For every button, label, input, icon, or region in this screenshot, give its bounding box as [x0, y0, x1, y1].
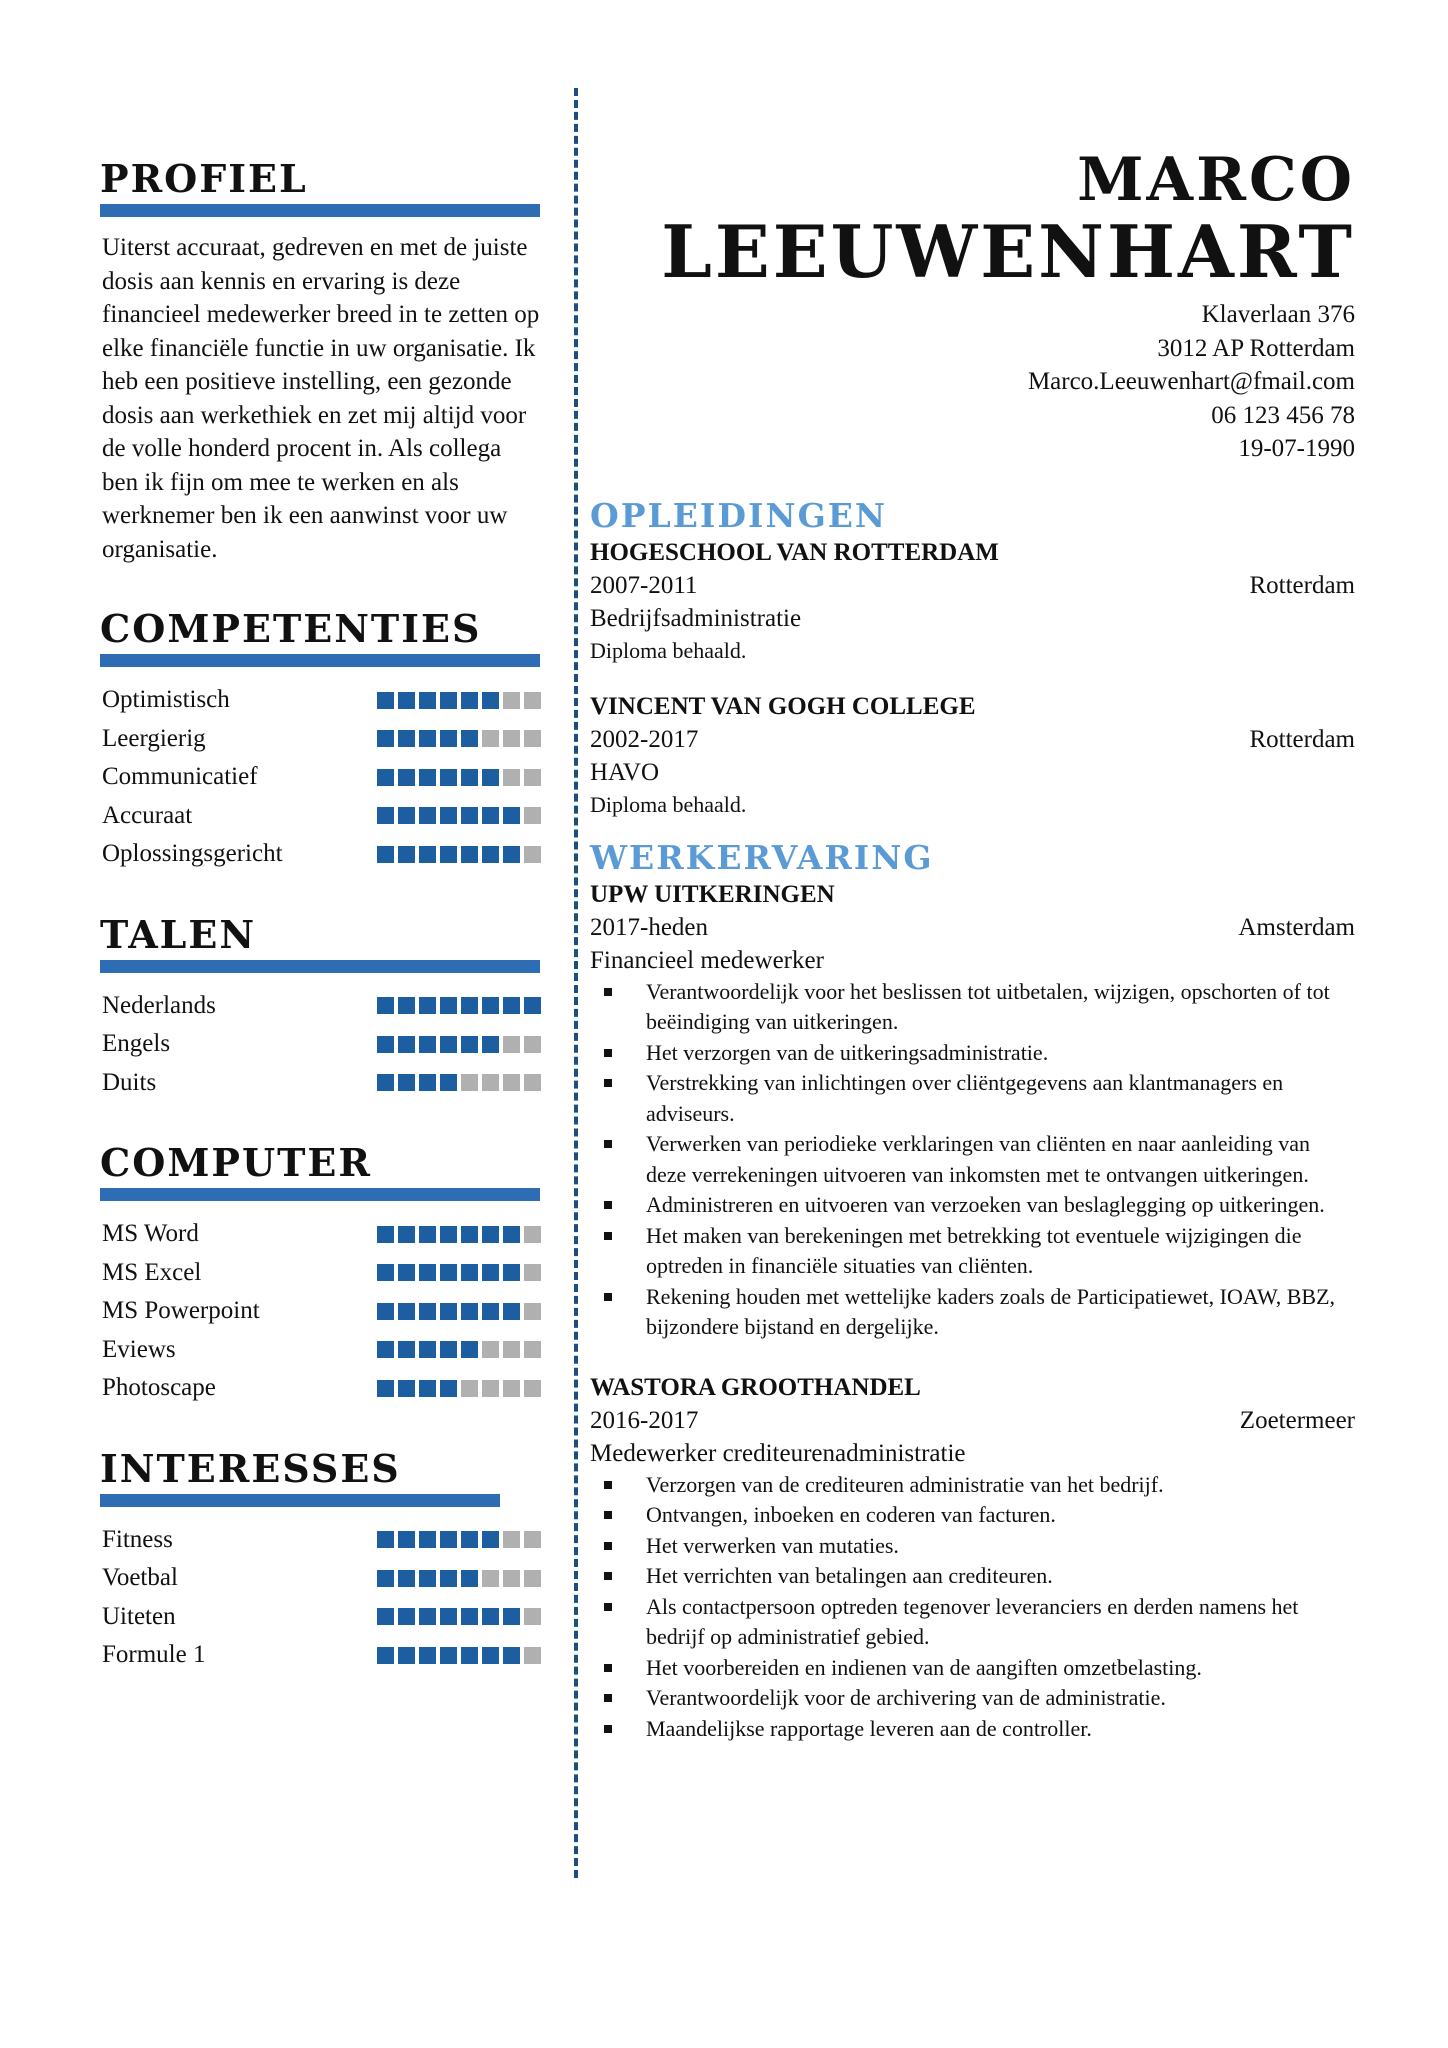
rating-squares: [377, 730, 541, 747]
rating-label: Communicatief: [102, 763, 258, 791]
employer-name: UPW UITKERINGEN: [590, 880, 835, 908]
rating-square-filled: [419, 1036, 436, 1053]
rating-square-filled: [461, 1303, 478, 1320]
rating-square-empty: [482, 1074, 499, 1091]
rating-square-empty: [482, 1380, 499, 1397]
rating-label: Accuraat: [102, 801, 193, 829]
rating-square-filled: [398, 1531, 415, 1548]
task-item: Het verzorgen van de uitkeringsadministratie.: [590, 1038, 1355, 1069]
section-accent-bar: [100, 1188, 540, 1201]
rating-squares: [377, 1264, 541, 1281]
phone: 06 123 456 78: [1211, 401, 1355, 429]
rating-square-filled: [440, 1531, 457, 1548]
rating-square-filled: [419, 1303, 436, 1320]
rating-square-empty: [461, 1380, 478, 1397]
rating-row: [100, 1636, 540, 1675]
rating-squares: [377, 1036, 541, 1053]
task-item: Verantwoordelijk voor het beslissen tot uitbetalen, wijzigen, opschorten of tot beëindiging van uitkeringen.: [590, 977, 1355, 1038]
rating-square-filled: [398, 846, 415, 863]
task-item: Verantwoordelijk voor de archivering van de administratie.: [590, 1683, 1355, 1714]
rating-row: [100, 1369, 540, 1408]
rating-row: [100, 758, 540, 797]
main-column: [590, 145, 1355, 1764]
rating-row: [100, 987, 540, 1026]
competenties-list: [100, 681, 540, 874]
education-entry: [590, 536, 1355, 666]
rating-square-filled: [461, 730, 478, 747]
rating-square-empty: [503, 692, 520, 709]
rating-square-filled: [482, 1226, 499, 1243]
rating-square-filled: [419, 1647, 436, 1664]
rating-squares: [377, 1647, 541, 1664]
experience-location: Amsterdam: [1238, 913, 1355, 941]
rating-square-filled: [461, 997, 478, 1014]
rating-squares: [377, 807, 541, 824]
rating-label: Uiteten: [102, 1602, 176, 1630]
computer-title: COMPUTER: [100, 1140, 372, 1185]
rating-label: MS Word: [102, 1220, 199, 1248]
talen-list: [100, 987, 540, 1103]
job-role: Medewerker crediteurenadministratie: [590, 1439, 966, 1467]
rating-square-filled: [440, 1647, 457, 1664]
column-divider: [574, 88, 578, 1878]
rating-square-filled: [461, 846, 478, 863]
rating-square-empty: [524, 1074, 541, 1091]
rating-square-filled: [419, 997, 436, 1014]
rating-square-empty: [524, 769, 541, 786]
rating-square-filled: [419, 1264, 436, 1281]
rating-square-filled: [461, 1647, 478, 1664]
rating-squares: [377, 997, 541, 1014]
rating-square-filled: [461, 1036, 478, 1053]
rating-square-filled: [461, 769, 478, 786]
rating-row: [100, 1215, 540, 1254]
rating-square-filled: [461, 1226, 478, 1243]
rating-square-filled: [503, 1647, 520, 1664]
rating-label: Voetbal: [102, 1564, 178, 1592]
rating-label: Optimistisch: [102, 686, 230, 714]
rating-square-filled: [482, 1264, 499, 1281]
rating-square-filled: [419, 1226, 436, 1243]
experience-location: Zoetermeer: [1239, 1406, 1355, 1434]
rating-label: Fitness: [102, 1525, 173, 1553]
rating-square-empty: [524, 1226, 541, 1243]
rating-square-filled: [398, 1264, 415, 1281]
task-item: Verwerken van periodieke verklaringen van cliënten en naar aanleiding van deze verrekeningen uitvoeren van inkomsten met te ontvangen uitkeringen.: [590, 1129, 1355, 1190]
rating-squares: [377, 769, 541, 786]
rating-square-filled: [398, 1608, 415, 1625]
rating-square-filled: [440, 1036, 457, 1053]
section-accent-bar: [100, 654, 540, 667]
rating-square-filled: [440, 846, 457, 863]
rating-square-filled: [503, 1608, 520, 1625]
email: Marco.Leeuwenhart@fmail.com: [1027, 368, 1355, 395]
rating-square-filled: [419, 1074, 436, 1091]
rating-squares: [377, 1531, 541, 1548]
rating-square-filled: [377, 807, 394, 824]
education-location: Rotterdam: [1249, 725, 1355, 753]
rating-squares: [377, 1608, 541, 1625]
rating-square-filled: [377, 769, 394, 786]
rating-row: [100, 1521, 540, 1560]
rating-square-empty: [503, 769, 520, 786]
sidebar: [100, 158, 540, 1715]
rating-square-filled: [419, 1380, 436, 1397]
rating-label: Eviews: [102, 1335, 176, 1363]
rating-square-filled: [440, 1303, 457, 1320]
rating-square-filled: [503, 1264, 520, 1281]
rating-row: [100, 1331, 540, 1370]
rating-square-filled: [482, 807, 499, 824]
rating-square-filled: [503, 807, 520, 824]
rating-square-filled: [524, 997, 541, 1014]
task-item: Verstrekking van inlichtingen over cliëntgegevens aan klantmanagers en adviseurs.: [590, 1068, 1355, 1129]
task-item: Verzorgen van de crediteuren administratie van het bedrijf.: [590, 1470, 1355, 1501]
rating-square-filled: [503, 1226, 520, 1243]
rating-square-filled: [377, 997, 394, 1014]
rating-square-filled: [461, 1531, 478, 1548]
rating-label: Engels: [102, 1030, 171, 1058]
talen-title: TALEN: [100, 911, 257, 957]
experience-entry: [590, 1371, 1355, 1745]
rating-row: [100, 1254, 540, 1293]
rating-square-filled: [398, 1647, 415, 1664]
rating-square-filled: [419, 1570, 436, 1587]
rating-square-filled: [419, 846, 436, 863]
rating-square-filled: [377, 1570, 394, 1587]
rating-row: [100, 1559, 540, 1598]
rating-row: [100, 1064, 540, 1103]
rating-square-filled: [461, 692, 478, 709]
task-item: Rekening houden met wettelijke kaders zoals de Participatiewet, IOAW, BBZ, bijzondere bijstand en dergelijke.: [590, 1282, 1355, 1343]
education-note: Diploma behaald.: [590, 637, 747, 663]
rating-square-filled: [398, 807, 415, 824]
rating-square-filled: [461, 1264, 478, 1281]
talen-section: [100, 911, 540, 1103]
rating-square-filled: [398, 692, 415, 709]
employer-name: WASTORA GROOTHANDEL: [590, 1373, 921, 1401]
job-role: Financieel medewerker: [590, 946, 824, 974]
rating-square-filled: [398, 769, 415, 786]
rating-square-filled: [398, 1074, 415, 1091]
rating-square-empty: [524, 730, 541, 747]
education-entry: [590, 690, 1355, 820]
rating-square-filled: [440, 692, 457, 709]
rating-square-filled: [440, 1608, 457, 1625]
rating-square-filled: [377, 1264, 394, 1281]
rating-row: [100, 1292, 540, 1331]
task-list: [590, 1470, 1355, 1745]
rating-square-filled: [377, 1531, 394, 1548]
rating-square-filled: [419, 807, 436, 824]
rating-square-filled: [419, 1608, 436, 1625]
rating-square-filled: [482, 692, 499, 709]
rating-square-empty: [524, 1036, 541, 1053]
experience-title: WERKERVARING: [590, 837, 934, 877]
rating-square-empty: [482, 1570, 499, 1587]
experience-period: 2017-heden: [590, 913, 709, 941]
rating-square-empty: [524, 1380, 541, 1397]
first-name: MARCO: [1077, 145, 1355, 215]
rating-square-filled: [503, 997, 520, 1014]
rating-squares: [377, 1226, 541, 1243]
rating-square-filled: [482, 846, 499, 863]
rating-label: MS Powerpoint: [102, 1297, 260, 1325]
rating-row: [100, 681, 540, 720]
rating-square-filled: [440, 807, 457, 824]
rating-row: [100, 1025, 540, 1064]
rating-square-filled: [398, 1341, 415, 1358]
task-item: Het verwerken van mutaties.: [590, 1531, 1355, 1562]
rating-square-empty: [524, 1341, 541, 1358]
school-name: VINCENT VAN GOGH COLLEGE: [590, 692, 976, 720]
rating-square-filled: [461, 1570, 478, 1587]
task-list: [590, 977, 1355, 1343]
rating-square-empty: [524, 1570, 541, 1587]
rating-square-filled: [419, 1531, 436, 1548]
education-note: Diploma behaald.: [590, 791, 747, 817]
rating-square-filled: [377, 1341, 394, 1358]
rating-label: MS Excel: [102, 1258, 202, 1286]
address-city: 3012 AP Rotterdam: [1157, 334, 1355, 362]
rating-square-empty: [503, 730, 520, 747]
rating-square-filled: [377, 1647, 394, 1664]
rating-square-filled: [377, 1226, 394, 1243]
rating-square-filled: [398, 1380, 415, 1397]
rating-label: Photoscape: [102, 1374, 216, 1402]
school-name: HOGESCHOOL VAN ROTTERDAM: [590, 538, 999, 566]
rating-square-filled: [440, 769, 457, 786]
profile-text: Uiterst accuraat, gedreven en met de juiste dosis aan kennis en ervaring is deze financieel medewerker breed in te zetten op elke financiële functie in uw organisatie. Ik heb een positieve instelling, een gezonde dosis aan werkethiek en zet mij altijd voor de volle honderd procent in. Als collega ben ik fijn om mee te werken en als werknemer ben ik een aanwinst voor uw organisatie.: [102, 234, 540, 563]
section-accent-bar: [100, 960, 540, 973]
rating-square-filled: [482, 1303, 499, 1320]
rating-row: [100, 797, 540, 836]
rating-square-empty: [482, 730, 499, 747]
rating-square-filled: [461, 1341, 478, 1358]
rating-square-filled: [482, 1608, 499, 1625]
task-item: Ontvangen, inboeken en coderen van facturen.: [590, 1500, 1355, 1531]
name-header: [590, 145, 1355, 294]
competenties-title: COMPETENTIES: [100, 606, 482, 651]
rating-row: [100, 835, 540, 874]
education-location: Rotterdam: [1249, 571, 1355, 599]
rating-square-empty: [503, 1531, 520, 1548]
interesses-section: [100, 1445, 540, 1675]
rating-square-filled: [419, 730, 436, 747]
task-item: Als contactpersoon optreden tegenover leveranciers en derden namens het bedrijf op administratief gebied.: [590, 1592, 1355, 1653]
rating-label: Formule 1: [102, 1641, 206, 1669]
section-accent-bar: [100, 204, 540, 217]
profile-section: [100, 158, 540, 566]
address-street: Klaverlaan 376: [1201, 301, 1355, 328]
rating-square-filled: [398, 1570, 415, 1587]
rating-square-filled: [377, 730, 394, 747]
task-item: Het verrichten van betalingen aan crediteuren.: [590, 1561, 1355, 1592]
experience-section: [590, 838, 1355, 1745]
rating-square-filled: [377, 1380, 394, 1397]
task-item: Het maken van berekeningen met betrekking tot eventuele wijzigingen die optreden in financiële situaties van cliënten.: [590, 1221, 1355, 1282]
rating-square-filled: [377, 1303, 394, 1320]
rating-square-filled: [440, 1226, 457, 1243]
rating-square-empty: [524, 846, 541, 863]
rating-square-empty: [503, 1380, 520, 1397]
rating-square-filled: [440, 997, 457, 1014]
rating-square-empty: [524, 807, 541, 824]
education-period: 2007-2011: [590, 571, 698, 599]
rating-square-filled: [440, 1380, 457, 1397]
interesses-list: [100, 1521, 540, 1675]
rating-square-filled: [377, 692, 394, 709]
rating-square-filled: [377, 1036, 394, 1053]
rating-square-empty: [503, 1341, 520, 1358]
rating-square-filled: [482, 1647, 499, 1664]
rating-row: [100, 1598, 540, 1637]
rating-square-filled: [419, 1341, 436, 1358]
rating-square-filled: [377, 846, 394, 863]
rating-label: Leergierig: [102, 724, 206, 752]
rating-square-empty: [524, 1647, 541, 1664]
profile-title: PROFIEL: [100, 156, 308, 201]
task-item: Administreren en uitvoeren van verzoeken van beslaglegging op uitkeringen.: [590, 1190, 1355, 1221]
rating-square-filled: [419, 692, 436, 709]
rating-square-empty: [524, 1303, 541, 1320]
task-item: Het voorbereiden en indienen van de aangiften omzetbelasting.: [590, 1653, 1355, 1684]
rating-square-filled: [419, 769, 436, 786]
rating-square-filled: [398, 730, 415, 747]
rating-square-filled: [440, 1570, 457, 1587]
study-name: Bedrijfsadministratie: [590, 604, 802, 632]
rating-label: Nederlands: [102, 991, 216, 1019]
rating-square-empty: [503, 1570, 520, 1587]
rating-square-empty: [524, 1264, 541, 1281]
rating-square-empty: [524, 1531, 541, 1548]
competenties-section: [100, 608, 540, 874]
rating-squares: [377, 1570, 541, 1587]
rating-label: Duits: [102, 1068, 157, 1096]
rating-square-filled: [461, 1608, 478, 1625]
task-item: Maandelijkse rapportage leveren aan de controller.: [590, 1714, 1355, 1745]
rating-square-filled: [482, 769, 499, 786]
rating-square-filled: [440, 730, 457, 747]
rating-squares: [377, 846, 541, 863]
interesses-title: INTERESSES: [100, 1445, 401, 1491]
rating-square-empty: [461, 1074, 478, 1091]
education-title: OPLEIDINGEN: [590, 495, 888, 535]
experience-period: 2016-2017: [590, 1406, 699, 1434]
rating-square-filled: [503, 846, 520, 863]
rating-square-filled: [377, 1608, 394, 1625]
rating-square-empty: [503, 1074, 520, 1091]
rating-square-filled: [440, 1074, 457, 1091]
experience-entry: [590, 878, 1355, 1343]
rating-square-filled: [461, 807, 478, 824]
rating-label: Oplossingsgericht: [102, 840, 283, 868]
computer-list: [100, 1215, 540, 1408]
computer-section: [100, 1142, 540, 1408]
rating-square-filled: [482, 997, 499, 1014]
rating-square-filled: [377, 1074, 394, 1091]
rating-square-empty: [524, 692, 541, 709]
rating-square-filled: [482, 1036, 499, 1053]
rating-squares: [377, 1341, 541, 1358]
rating-square-filled: [440, 1264, 457, 1281]
rating-square-filled: [398, 1226, 415, 1243]
rating-square-empty: [503, 1036, 520, 1053]
rating-square-filled: [398, 997, 415, 1014]
rating-squares: [377, 1303, 541, 1320]
contact-info: [590, 298, 1355, 466]
rating-square-filled: [482, 1531, 499, 1548]
rating-square-empty: [482, 1341, 499, 1358]
rating-square-filled: [440, 1341, 457, 1358]
rating-row: [100, 720, 540, 759]
rating-square-empty: [524, 1608, 541, 1625]
rating-square-filled: [398, 1303, 415, 1320]
rating-square-filled: [398, 1036, 415, 1053]
rating-squares: [377, 1074, 541, 1091]
study-name: HAVO: [590, 758, 659, 786]
rating-square-filled: [503, 1303, 520, 1320]
rating-squares: [377, 692, 541, 709]
education-period: 2002-2017: [590, 725, 699, 753]
last-name: LEEUWENHART: [661, 209, 1355, 294]
rating-squares: [377, 1380, 541, 1397]
education-section: [590, 496, 1355, 820]
birth-date: 19-07-1990: [1238, 435, 1355, 462]
section-accent-bar: [100, 1494, 500, 1507]
